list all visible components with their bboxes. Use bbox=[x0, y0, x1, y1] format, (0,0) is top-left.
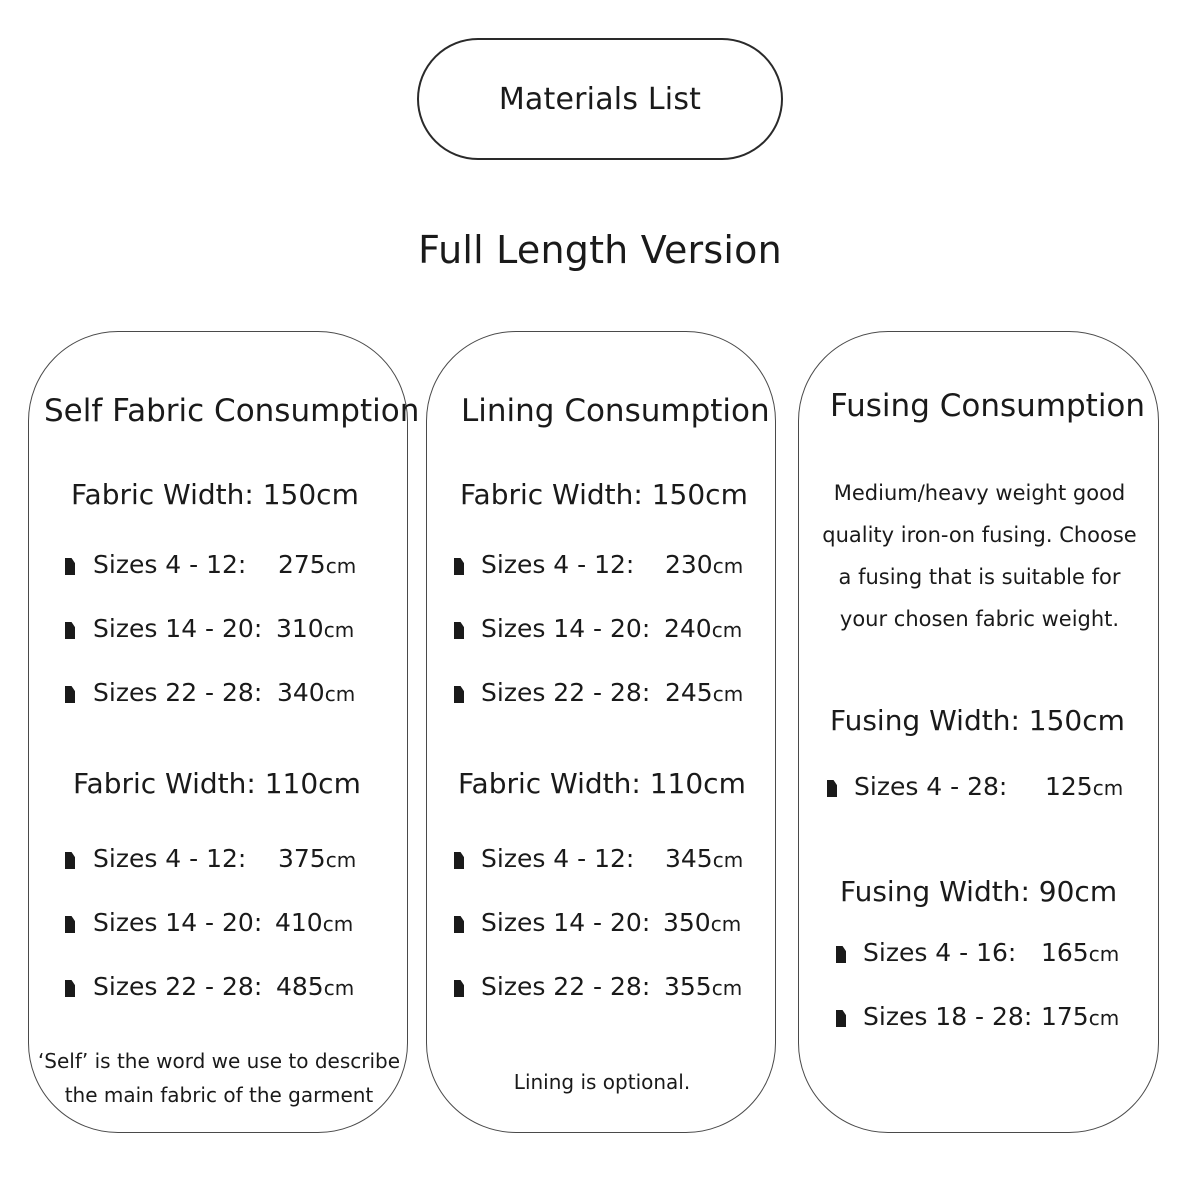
bullet-icon bbox=[65, 852, 75, 869]
unit-label: cm bbox=[712, 848, 744, 872]
list-item bbox=[65, 972, 395, 1006]
amount-value: 340 bbox=[277, 678, 325, 707]
section-title: Full Length Version bbox=[418, 228, 782, 272]
unit-label: cm bbox=[712, 682, 744, 706]
lining-card bbox=[426, 331, 776, 1133]
sizes-label: Sizes 4 - 16: bbox=[863, 938, 1017, 967]
bullet-icon bbox=[827, 780, 837, 797]
amount-value: 375 bbox=[278, 844, 326, 873]
unit-label: cm bbox=[322, 912, 354, 936]
sizes-label: Sizes 14 - 20: bbox=[481, 614, 651, 643]
footnote: Lining is optional. bbox=[513, 1070, 691, 1094]
sizes-label: Sizes 14 - 20: bbox=[481, 908, 651, 937]
sizes-label: Sizes 18 - 28: bbox=[863, 1002, 1033, 1031]
materials-list-label: Materials List bbox=[498, 81, 702, 117]
sizes-label: Sizes 4 - 12: bbox=[481, 550, 635, 579]
bullet-icon bbox=[65, 622, 75, 639]
list-item bbox=[836, 938, 1151, 972]
list-item bbox=[65, 908, 395, 942]
unit-label: cm bbox=[1092, 776, 1124, 800]
amount-value: 240 bbox=[664, 614, 712, 643]
bullet-icon bbox=[454, 622, 464, 639]
amount-value: 410 bbox=[275, 908, 323, 937]
unit-label: cm bbox=[324, 682, 356, 706]
sizes-label: Sizes 4 - 12: bbox=[93, 844, 247, 873]
list-item bbox=[65, 678, 395, 712]
width-heading: Fusing Width: 150cm bbox=[830, 704, 1125, 737]
unit-label: cm bbox=[325, 554, 357, 578]
unit-label: cm bbox=[323, 618, 355, 642]
bullet-icon bbox=[65, 980, 75, 997]
unit-label: cm bbox=[712, 554, 744, 578]
unit-label: cm bbox=[323, 976, 355, 1000]
unit-label: cm bbox=[711, 618, 743, 642]
list-item bbox=[454, 550, 769, 584]
list-item bbox=[454, 844, 769, 878]
footnote-line: the main fabric of the garment bbox=[64, 1083, 374, 1107]
amount-value: 275 bbox=[278, 550, 326, 579]
sizes-label: Sizes 22 - 28: bbox=[481, 678, 651, 707]
amount-value: 355 bbox=[664, 972, 712, 1001]
description-line: Medium/heavy weight good bbox=[833, 481, 1126, 505]
amount-value: 350 bbox=[663, 908, 711, 937]
list-item bbox=[65, 614, 395, 648]
description-line: your chosen fabric weight. bbox=[839, 607, 1120, 631]
list-item bbox=[65, 844, 395, 878]
sizes-label: Sizes 22 - 28: bbox=[93, 678, 263, 707]
unit-label: cm bbox=[1088, 942, 1120, 966]
width-heading: Fabric Width: 150cm bbox=[460, 478, 748, 511]
amount-value: 165 bbox=[1041, 938, 1089, 967]
amount-value: 175 bbox=[1041, 1002, 1089, 1031]
bullet-icon bbox=[454, 852, 464, 869]
bullet-icon bbox=[65, 916, 75, 933]
list-item bbox=[827, 772, 1147, 806]
sizes-label: Sizes 4 - 12: bbox=[93, 550, 247, 579]
bullet-icon bbox=[65, 558, 75, 575]
amount-value: 125 bbox=[1045, 772, 1093, 801]
amount-value: 345 bbox=[665, 844, 713, 873]
list-item bbox=[454, 678, 769, 712]
self-fabric-card bbox=[28, 331, 420, 1133]
amount-value: 245 bbox=[665, 678, 713, 707]
description-line: a fusing that is suitable for bbox=[838, 565, 1121, 589]
card-title: Fusing Consumption bbox=[830, 388, 1146, 424]
bullet-icon bbox=[454, 686, 464, 703]
list-item bbox=[454, 972, 769, 1006]
sizes-label: Sizes 4 - 28: bbox=[854, 772, 1008, 801]
bullet-icon bbox=[65, 686, 75, 703]
fusing-card bbox=[798, 331, 1159, 1133]
bullet-icon bbox=[454, 980, 464, 997]
width-heading: Fabric Width: 150cm bbox=[71, 478, 359, 511]
unit-label: cm bbox=[325, 848, 357, 872]
bullet-icon bbox=[454, 916, 464, 933]
sizes-label: Sizes 4 - 12: bbox=[481, 844, 635, 873]
sizes-label: Sizes 14 - 20: bbox=[93, 908, 263, 937]
width-heading: Fabric Width: 110cm bbox=[73, 767, 361, 800]
unit-label: cm bbox=[1088, 1006, 1120, 1030]
amount-value: 230 bbox=[665, 550, 713, 579]
bullet-icon bbox=[836, 946, 846, 963]
card-title: Self Fabric Consumption bbox=[44, 393, 420, 429]
list-item bbox=[836, 1002, 1151, 1036]
unit-label: cm bbox=[710, 912, 742, 936]
amount-value: 485 bbox=[276, 972, 324, 1001]
footnote-line: ‘Self’ is the word we use to describe bbox=[37, 1049, 401, 1073]
width-heading: Fusing Width: 90cm bbox=[840, 875, 1118, 908]
description-line: quality iron-on fusing. Choose bbox=[822, 523, 1137, 547]
bullet-icon bbox=[836, 1010, 846, 1027]
bullet-icon bbox=[454, 558, 464, 575]
sizes-label: Sizes 22 - 28: bbox=[481, 972, 651, 1001]
amount-value: 310 bbox=[276, 614, 324, 643]
description bbox=[799, 472, 1160, 640]
unit-label: cm bbox=[711, 976, 743, 1000]
footnote bbox=[29, 1044, 409, 1112]
sizes-label: Sizes 22 - 28: bbox=[93, 972, 263, 1001]
list-item bbox=[454, 908, 769, 942]
list-item bbox=[65, 550, 395, 584]
materials-list-pill bbox=[417, 38, 783, 160]
sizes-label: Sizes 14 - 20: bbox=[93, 614, 263, 643]
list-item bbox=[454, 614, 769, 648]
card-title: Lining Consumption bbox=[461, 393, 770, 429]
width-heading: Fabric Width: 110cm bbox=[458, 767, 746, 800]
